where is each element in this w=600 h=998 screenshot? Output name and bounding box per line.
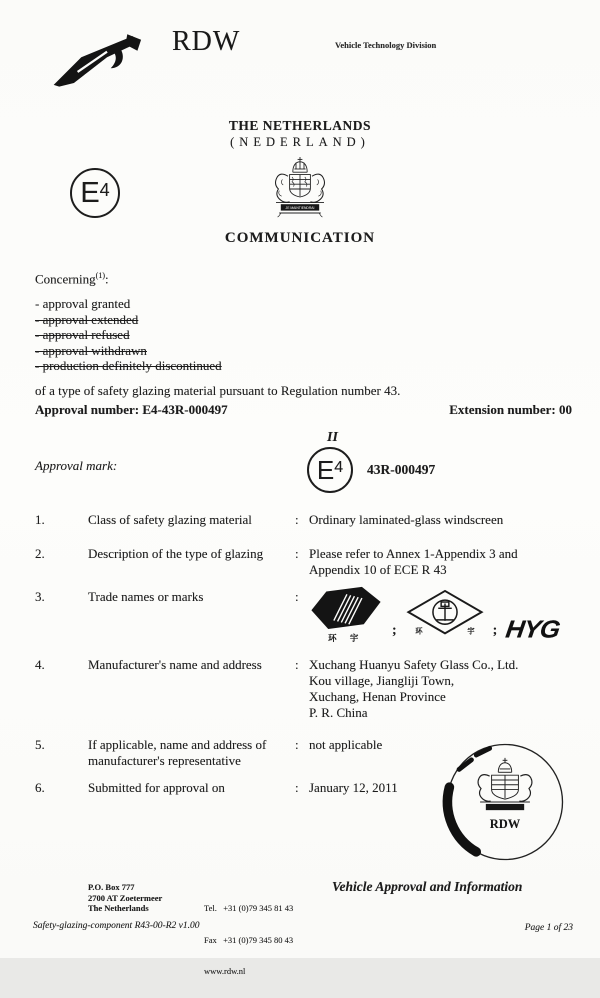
item-value-line: Xuchang Huanyu Safety Glass Co., Ltd. <box>309 657 519 672</box>
concerning-footnote-ref: (1) <box>95 271 105 280</box>
item-value-line: Appendix 10 of ECE R 43 <box>309 562 447 577</box>
item-label: Class of safety glazing material <box>88 512 252 527</box>
item-colon: : <box>295 546 299 561</box>
item-number: 6. <box>35 780 45 795</box>
doc-type-title: COMMUNICATION <box>224 230 376 246</box>
concerning-item-struck: - approval withdrawn <box>35 342 147 358</box>
item-label: Submitted for approval on <box>88 780 225 795</box>
item-colon: : <box>295 589 299 604</box>
approval-mark-roman: II <box>327 430 338 445</box>
item-number: 3. <box>35 589 45 604</box>
item-number: 1. <box>35 512 45 527</box>
e4-badge-letter: E <box>80 176 100 209</box>
item-value: January 12, 2011 <box>309 780 398 795</box>
item-number: 2. <box>35 546 45 561</box>
item-colon: : <box>295 737 299 752</box>
concerning-item-struck: - production definitely discontinued <box>35 358 222 374</box>
item-colon: : <box>295 512 299 527</box>
item-row-1 <box>35 512 572 528</box>
trademark-separator: ; <box>492 623 498 638</box>
footer-phone: Tel. +31 (0)79 345 81 43 <box>204 903 294 913</box>
item-value-line: Please refer to Annex 1-Appendix 3 and <box>309 546 518 561</box>
footer-doc-reference: Safety-glazing-component R43-00-R2 v1.00 <box>33 921 200 931</box>
division-label: Vehicle Technology Division <box>335 40 437 50</box>
concerning-item-struck: - approval extended <box>35 311 139 327</box>
item-value <box>309 546 572 578</box>
approval-number-label: Approval number: <box>35 402 140 417</box>
extension-number <box>449 402 572 418</box>
roundel-letter: E <box>316 455 335 485</box>
footer-contact <box>204 882 293 998</box>
item-number: 5. <box>35 737 45 752</box>
footer-fax: Fax +31 (0)79 345 80 43 <box>204 934 294 945</box>
trademark-diamond-char-right: 宇 <box>467 627 475 636</box>
item-value-line: Kou village, Jiangliji Town, <box>309 673 455 688</box>
e4-badge-number: 4 <box>99 180 110 200</box>
concerning-subject: of a type of safety glazing material pursuant to Regulation number 43. <box>35 382 401 398</box>
extension-number-label: Extension number: <box>449 402 556 417</box>
concerning-colon: : <box>104 271 109 287</box>
concerning-section <box>35 271 525 399</box>
item-label: Manufacturer's name and address <box>88 657 262 672</box>
item-number: 4. <box>35 657 45 672</box>
footer-page-number: Page 1 of 23 <box>524 923 573 933</box>
item-colon: : <box>295 780 299 795</box>
item-value-line: P. R. China <box>309 705 368 720</box>
country-title: THE NETHERLANDS <box>228 118 372 133</box>
item-label: Trade names or marks <box>88 589 204 604</box>
approval-number <box>35 402 228 418</box>
trademark-hyg-logo: HYG <box>504 614 562 644</box>
item-label <box>88 737 295 769</box>
approval-mark-code: 43R-000497 <box>367 462 436 477</box>
item-label: Description of the type of glazing <box>88 546 264 561</box>
brand-title: RDW <box>172 26 241 57</box>
approval-mark-label: Approval mark: <box>35 458 118 473</box>
footer-tagline: Vehicle Approval and Information <box>332 879 523 894</box>
item-label-line: manufacturer's representative <box>88 753 241 768</box>
footer <box>0 876 600 976</box>
trademark-logos <box>309 585 572 643</box>
footer-address-line: P.O. Box 777 <box>88 882 135 892</box>
footer-address-line: The Netherlands <box>88 903 149 913</box>
approval-mark-e4-roundel <box>307 447 353 493</box>
arms-motto: JE MAINTIENDRAI <box>285 206 315 210</box>
trademark-hexagon-icon <box>309 585 383 643</box>
item-row-4 <box>35 657 572 721</box>
country-subtitle: (NEDERLAND) <box>230 135 370 149</box>
rdw-bird-logo-icon <box>50 30 142 90</box>
approval-number-row <box>35 402 572 418</box>
footer-address <box>88 882 162 914</box>
stamp-rdw-text: RDW <box>489 816 521 831</box>
item-value-line: Xuchang, Henan Province <box>309 689 446 704</box>
item-value <box>309 657 572 721</box>
trademark-diamond-icon <box>406 589 484 643</box>
footer-website: www.rdw.nl <box>204 966 246 976</box>
roundel-number: 4 <box>334 458 344 476</box>
trademark-hexagon-caption: 环 宇 <box>328 634 364 644</box>
extension-number-value: 00 <box>559 402 572 417</box>
concerning-label: Concerning <box>35 271 96 287</box>
footer-address-line: 2700 AT Zoetermeer <box>88 892 163 903</box>
item-value: not applicable <box>309 737 383 752</box>
trademark-diamond-char-left: 环 <box>415 627 423 636</box>
concerning-item-struck: - approval refused <box>35 327 130 343</box>
item-colon: : <box>295 657 299 672</box>
item-label-line: If applicable, name and address of <box>88 737 267 752</box>
concerning-list <box>35 296 525 374</box>
item-row-3 <box>35 589 572 643</box>
concerning-item: - approval granted <box>35 296 131 312</box>
e4-badge <box>70 168 120 218</box>
concerning-heading <box>35 271 525 287</box>
rdw-stamp-icon <box>436 733 574 871</box>
approval-number-value: E4-43R-000497 <box>142 402 228 417</box>
item-row-2 <box>35 546 572 578</box>
item-value: Ordinary laminated-glass windscreen <box>309 512 504 527</box>
trademark-separator: ; <box>392 623 397 638</box>
